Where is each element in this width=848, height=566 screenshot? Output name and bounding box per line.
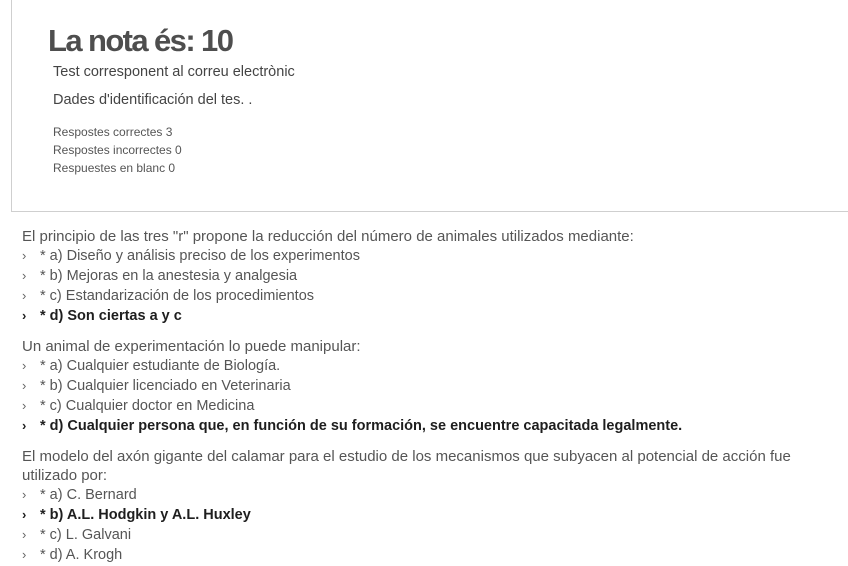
chevron-right-icon: › bbox=[22, 358, 27, 373]
answer-option-c[interactable] bbox=[22, 396, 832, 416]
question-text: El principio de las tres "r" propone la reducción del número de animales utilizados mediante: bbox=[22, 228, 634, 245]
answer-option-label: * b) Cualquier licenciado en Veterinaria bbox=[40, 378, 291, 394]
question-1 bbox=[22, 227, 832, 326]
chevron-right-icon: › bbox=[22, 288, 27, 303]
question-3 bbox=[22, 447, 832, 565]
chevron-right-icon: › bbox=[22, 507, 27, 522]
answer-option-d[interactable] bbox=[22, 545, 832, 565]
chevron-right-icon: › bbox=[22, 547, 27, 562]
chevron-right-icon: › bbox=[22, 527, 27, 542]
answer-option-c[interactable] bbox=[22, 525, 832, 545]
questions-list bbox=[22, 227, 832, 566]
answer-option-label: * a) Cualquier estudiante de Biología. bbox=[40, 358, 281, 374]
answer-option-d[interactable] bbox=[22, 306, 832, 326]
answer-option-label: * c) L. Galvani bbox=[40, 527, 132, 543]
answer-option-label: * d) A. Krogh bbox=[40, 547, 123, 563]
answer-option-a[interactable] bbox=[22, 356, 832, 376]
score-heading: La nota és: 10 bbox=[48, 23, 233, 58]
answer-options bbox=[22, 485, 832, 565]
chevron-right-icon: › bbox=[22, 268, 27, 283]
answer-option-label: * a) Diseño y análisis preciso de los experimentos bbox=[40, 248, 360, 264]
question-2 bbox=[22, 337, 832, 436]
answer-option-label: * b) A.L. Hodgkin y A.L. Huxley bbox=[40, 507, 251, 523]
answer-stats bbox=[53, 123, 182, 177]
answer-options bbox=[22, 246, 832, 326]
answer-option-a[interactable] bbox=[22, 246, 832, 266]
answer-option-label: * c) Cualquier doctor en Medicina bbox=[40, 398, 255, 414]
test-subtitle: Test corresponent al correu electrònic bbox=[53, 64, 295, 80]
question-text: Un animal de experimentación lo puede manipular: bbox=[22, 338, 361, 355]
result-summary-card bbox=[11, 0, 848, 212]
answer-option-b[interactable] bbox=[22, 505, 832, 525]
chevron-right-icon: › bbox=[22, 487, 27, 502]
answer-option-b[interactable] bbox=[22, 266, 832, 286]
answer-option-c[interactable] bbox=[22, 286, 832, 306]
answer-option-label: * a) C. Bernard bbox=[40, 487, 137, 503]
answer-option-label: * d) Son ciertas a y c bbox=[40, 308, 182, 324]
answer-option-label: * c) Estandarización de los procedimientos bbox=[40, 288, 315, 304]
answer-options bbox=[22, 356, 832, 436]
chevron-right-icon: › bbox=[22, 308, 27, 323]
question-text: El modelo del axón gigante del calamar para el estudio de los mecanismos que subyacen al potencial de acción fue utilizado por: bbox=[22, 448, 791, 484]
answer-option-a[interactable] bbox=[22, 485, 832, 505]
answer-option-label: * b) Mejoras en la anestesia y analgesia bbox=[40, 268, 298, 284]
chevron-right-icon: › bbox=[22, 248, 27, 263]
identification-text: Dades d'identificación del tes. . bbox=[53, 92, 253, 108]
stat-blank: Respuestes en blanc 0 bbox=[53, 161, 176, 175]
answer-option-label: * d) Cualquier persona que, en función de su formación, se encuentre capacitada legalmente. bbox=[40, 418, 683, 434]
answer-option-b[interactable] bbox=[22, 376, 832, 396]
chevron-right-icon: › bbox=[22, 378, 27, 393]
chevron-right-icon: › bbox=[22, 418, 27, 433]
stat-correct: Respostes correctes 3 bbox=[53, 125, 173, 139]
answer-option-d[interactable] bbox=[22, 416, 832, 436]
stat-incorrect: Respostes incorrectes 0 bbox=[53, 143, 182, 157]
chevron-right-icon: › bbox=[22, 398, 27, 413]
